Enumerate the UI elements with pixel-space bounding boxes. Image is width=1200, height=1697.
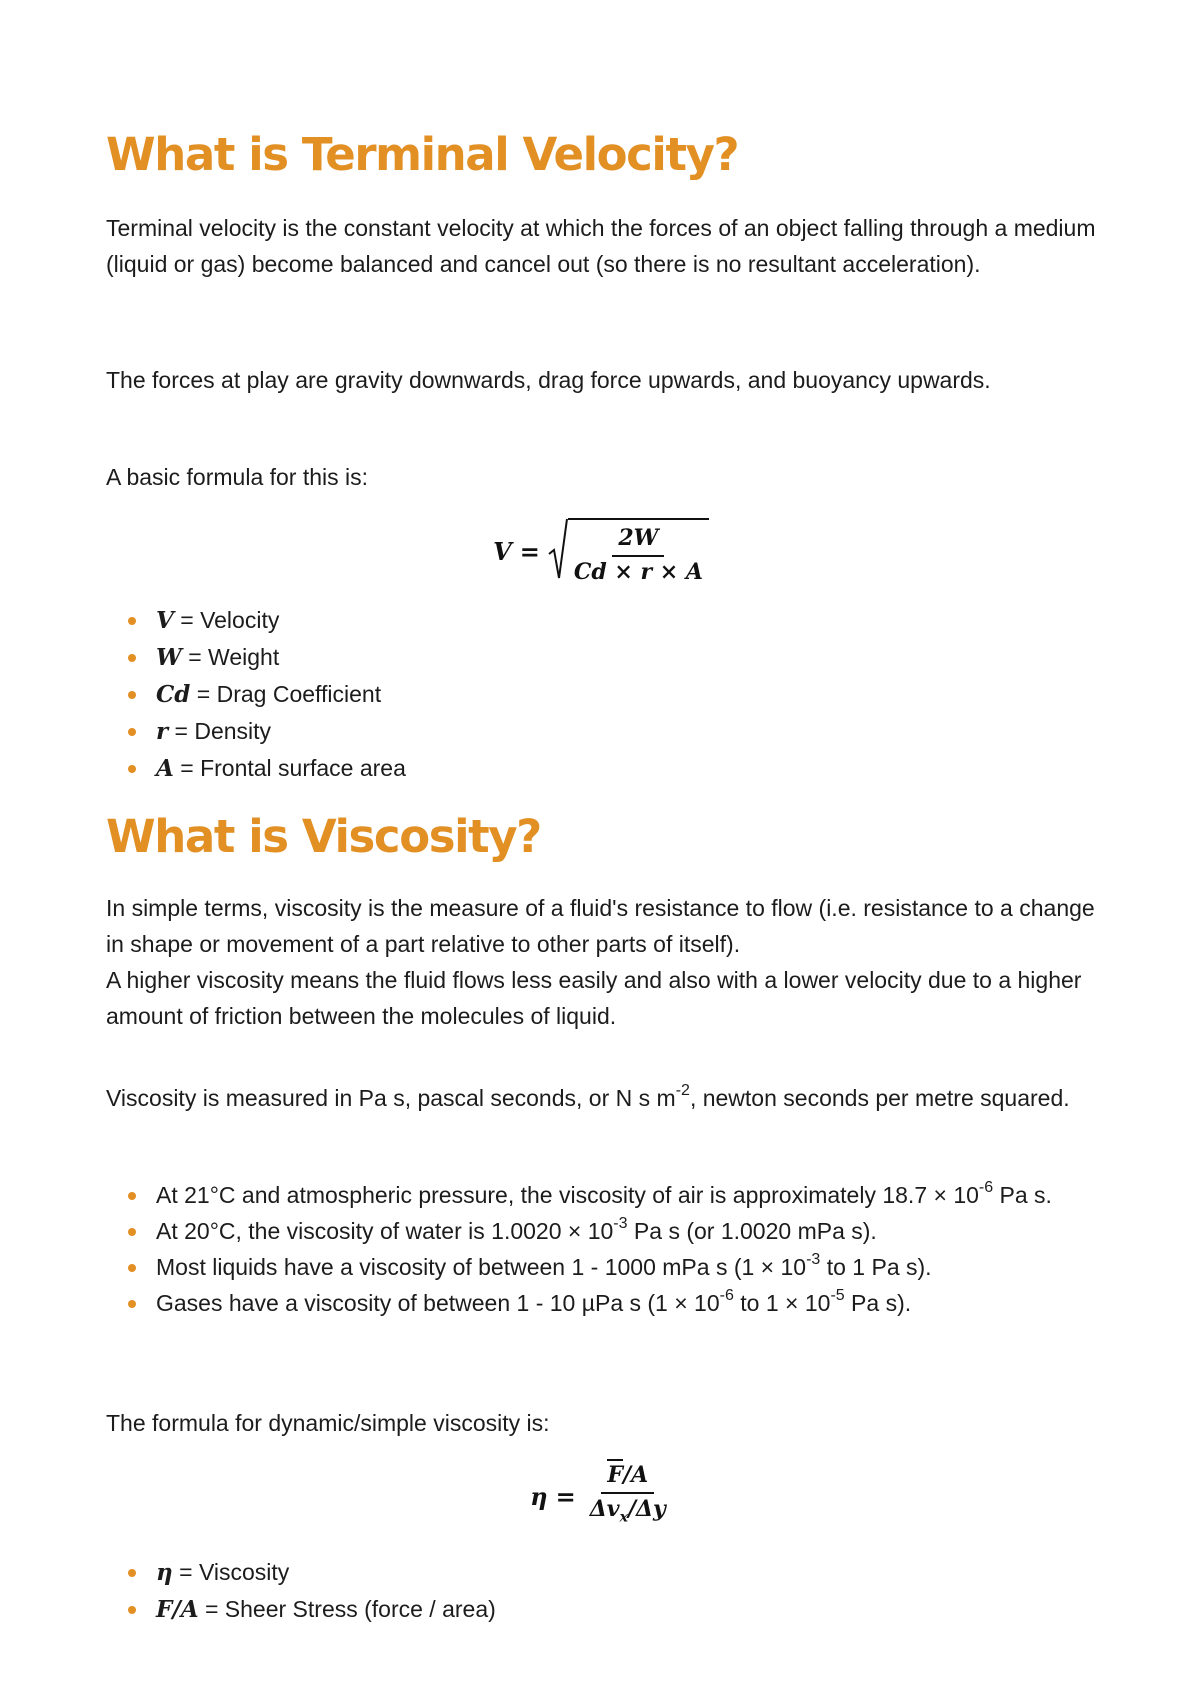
variable-description: = Sheer Stress (force / area) bbox=[198, 1596, 496, 1622]
list-item bbox=[106, 639, 1096, 676]
paragraph-forces: The forces at play are gravity downwards, drag force upwards, and buoyancy upwards. bbox=[106, 367, 991, 393]
list-item bbox=[106, 1591, 1096, 1628]
units-text: Viscosity is measured in Pa s, pascal seconds, or N s m bbox=[106, 1085, 676, 1111]
list-item bbox=[106, 676, 1096, 713]
variable-description: = Viscosity bbox=[172, 1559, 290, 1585]
fact-exponent-2: -5 bbox=[830, 1287, 845, 1305]
force-vector: F bbox=[607, 1459, 623, 1488]
paragraph-viscosity-units bbox=[106, 1080, 1096, 1116]
square-root bbox=[548, 518, 709, 585]
units-text-end: , newton seconds per metre squared. bbox=[689, 1085, 1070, 1111]
formula-equals: = bbox=[519, 537, 540, 566]
distance-diff: /Δy bbox=[627, 1496, 666, 1522]
variable-symbol: F/A bbox=[156, 1596, 199, 1623]
variable-symbol: A bbox=[156, 755, 174, 782]
viscosity-facts-list bbox=[106, 1177, 1096, 1321]
fact-exponent: -3 bbox=[806, 1251, 821, 1269]
fact-text: Gases have a viscosity of between 1 - 10 µPa s (1 × 10 bbox=[156, 1290, 720, 1316]
variable-description: = Drag Coefficient bbox=[190, 681, 382, 707]
terminal-velocity-formula bbox=[106, 518, 1096, 585]
formula-lhs-v: V bbox=[493, 537, 512, 566]
variable-symbol: V bbox=[156, 607, 174, 634]
variable-description: = Weight bbox=[181, 644, 280, 670]
variable-symbol: η bbox=[156, 1559, 173, 1586]
list-item bbox=[106, 1285, 1096, 1321]
viscosity-variable-list bbox=[106, 1554, 1096, 1628]
fact-exponent: -3 bbox=[613, 1215, 628, 1233]
variable-description: = Density bbox=[168, 718, 272, 744]
velocity-subscript: x bbox=[619, 1509, 628, 1526]
units-exponent: -2 bbox=[675, 1082, 690, 1100]
paragraph-formula-intro: A basic formula for this is: bbox=[106, 464, 369, 490]
list-item bbox=[106, 1177, 1096, 1213]
area-term: /A bbox=[623, 1462, 649, 1488]
list-item bbox=[106, 1249, 1096, 1285]
terminal-velocity-variable-list bbox=[106, 602, 1096, 787]
variable-symbol: r bbox=[156, 718, 169, 745]
formula-numerator bbox=[601, 1462, 654, 1494]
radical-sign-icon bbox=[548, 518, 568, 580]
list-item bbox=[106, 713, 1096, 750]
variable-symbol: Cd bbox=[156, 681, 191, 708]
formula-denominator bbox=[584, 1494, 672, 1530]
heading-viscosity: What is Viscosity? bbox=[106, 810, 541, 863]
viscosity-definition-line: In simple terms, viscosity is the measure of a fluid's resistance to flow (i.e. resistance to a change in shape or movement of a part relative to other parts of itself). bbox=[106, 895, 1095, 957]
fact-text: At 20°C, the viscosity of water is 1.0020 × 10 bbox=[156, 1218, 614, 1244]
list-item bbox=[106, 1213, 1096, 1249]
viscosity-friction-line: A higher viscosity means the fluid flows less easily and also with a lower velocity due to a higher amount of friction between the molecules of liquid. bbox=[106, 967, 1082, 1029]
paragraph-viscosity-definition bbox=[106, 890, 1096, 1034]
list-item bbox=[106, 602, 1096, 639]
formula-equals: = bbox=[555, 1481, 576, 1511]
fact-text: At 21°C and atmospheric pressure, the viscosity of air is approximately 18.7 × 10 bbox=[156, 1182, 979, 1208]
formula-denominator: Cd × r × A bbox=[573, 559, 703, 585]
fact-exponent: -6 bbox=[978, 1179, 994, 1197]
list-item bbox=[106, 750, 1096, 787]
velocity-diff: Δv bbox=[589, 1496, 620, 1522]
paragraph-viscosity-formula-intro: The formula for dynamic/simple viscosity is: bbox=[106, 1410, 550, 1436]
formula-fraction bbox=[568, 525, 709, 585]
fact-text-mid: to 1 × 10 bbox=[733, 1290, 831, 1316]
viscosity-formula bbox=[106, 1462, 1096, 1530]
variable-description: = Velocity bbox=[173, 607, 280, 633]
variable-symbol: W bbox=[156, 644, 182, 671]
fact-text: Most liquids have a viscosity of between 1 - 1000 mPa s (1 × 10 bbox=[156, 1254, 807, 1280]
fact-text-end: Pa s (or 1.0020 mPa s). bbox=[627, 1218, 877, 1244]
fact-exponent: -6 bbox=[719, 1287, 734, 1305]
formula-numerator: 2W bbox=[612, 525, 664, 557]
paragraph-terminal-velocity-definition: Terminal velocity is the constant velocity at which the forces of an object falling through a medium (liquid or gas) become balanced and cancel out (so there is no resultant acceleration). bbox=[106, 215, 1096, 277]
formula-fraction bbox=[584, 1462, 672, 1530]
fact-text-end: Pa s. bbox=[993, 1182, 1052, 1208]
fact-text-end: Pa s). bbox=[844, 1290, 912, 1316]
variable-description: = Frontal surface area bbox=[173, 755, 406, 781]
heading-terminal-velocity: What is Terminal Velocity? bbox=[106, 128, 739, 181]
fact-text-end: to 1 Pa s). bbox=[820, 1254, 932, 1280]
list-item bbox=[106, 1554, 1096, 1591]
formula-lhs-eta: η bbox=[530, 1481, 548, 1511]
